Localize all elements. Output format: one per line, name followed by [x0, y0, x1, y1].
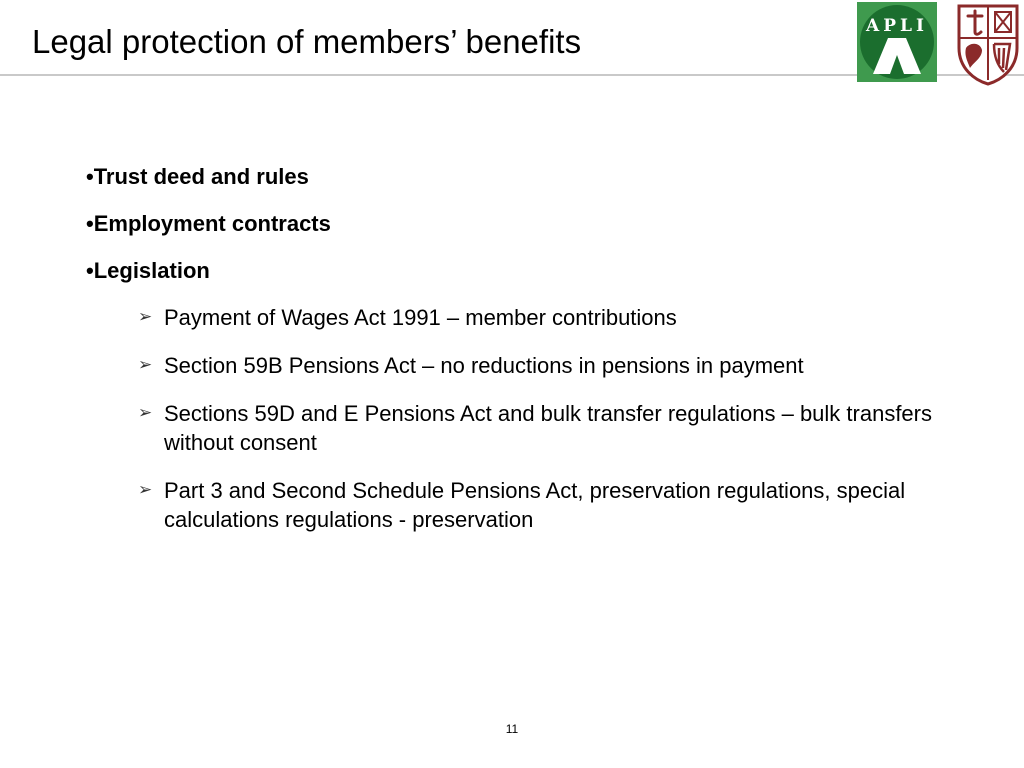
apli-logo [857, 2, 937, 82]
sub-bullet-sections-59d-e [138, 399, 988, 457]
slide-title: Legal protection of members’ benefits [32, 23, 582, 60]
sub-bullet-payment-of-wages [138, 303, 988, 332]
arrow-bullet-icon: ➢ [138, 403, 153, 423]
legislation-sub-list [138, 303, 988, 553]
bullet-marker: • [86, 258, 94, 283]
sub-bullet-text: Payment of Wages Act 1991 – member contributions [164, 305, 677, 330]
crest-logo [954, 2, 1022, 86]
bullet-marker: • [86, 164, 94, 189]
arrow-bullet-icon: ➢ [138, 355, 153, 375]
bullet-text: Employment contracts [93, 211, 331, 236]
sub-bullet-text: Section 59B Pensions Act – no reductions in pensions in payment [164, 353, 804, 378]
sub-bullet-text: Sections 59D and E Pensions Act and bulk transfer regulations – bulk transfers without consent [164, 401, 932, 455]
main-bullet-list [86, 160, 331, 301]
sub-bullet-text: Part 3 and Second Schedule Pensions Act, preservation regulations, special calculations regulations - preservation [164, 478, 906, 532]
bullet-trust-deed [86, 160, 331, 194]
sub-bullet-section-59b [138, 351, 988, 380]
bullet-text: Trust deed and rules [93, 164, 309, 189]
arrow-bullet-icon: ➢ [138, 480, 153, 500]
bullet-employment-contracts [86, 207, 331, 241]
apli-logo-text: APLI [866, 16, 928, 36]
sub-bullet-part-3 [138, 476, 988, 534]
bullet-marker: • [86, 211, 94, 236]
arrow-bullet-icon: ➢ [138, 307, 153, 327]
bullet-legislation [86, 254, 331, 288]
page-number: 11 [505, 722, 519, 736]
bullet-text: Legislation [93, 258, 210, 283]
